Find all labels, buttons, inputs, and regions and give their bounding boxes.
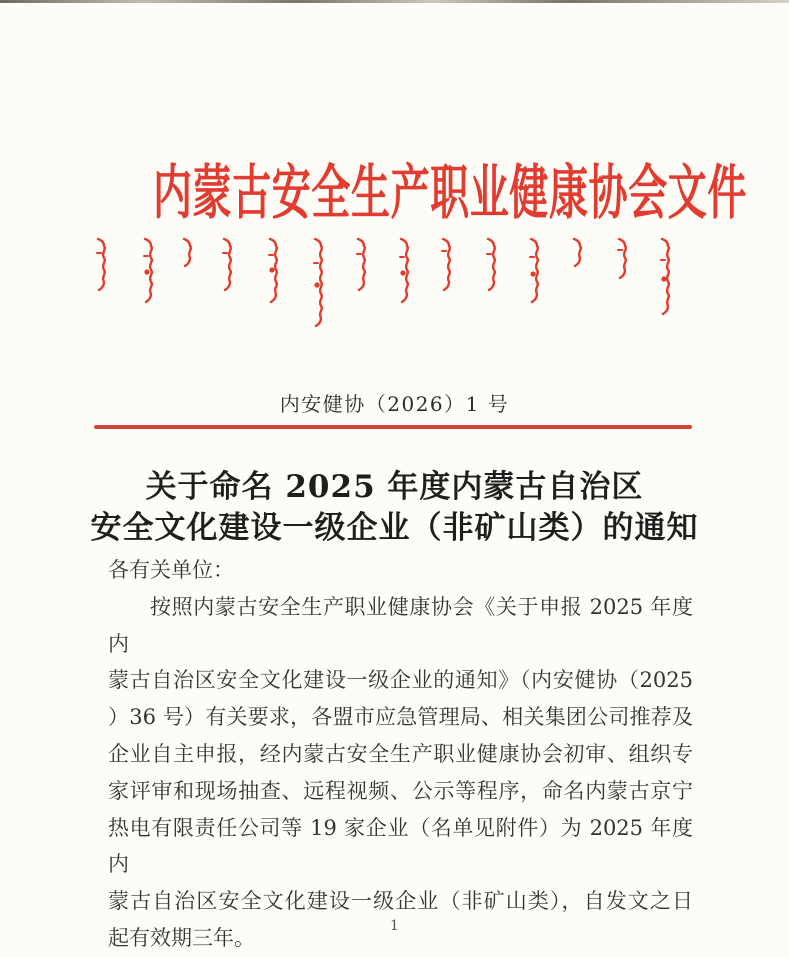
document-title-line1: 关于命名 2025 年度内蒙古自治区 bbox=[145, 469, 644, 505]
body-line: 蒙古自治区安全文化建设一级企业（非矿山类），自发文之日 bbox=[108, 889, 693, 914]
document-number: 内安健协（2026）1 号 bbox=[279, 392, 510, 416]
red-divider-rule bbox=[94, 425, 692, 429]
body-line: 企业自主申报，经内蒙古安全生产职业健康协会初审、组织专 bbox=[108, 741, 693, 766]
body-line: ）36 号）有关要求，各盟市应急管理局、相关集团公司推荐及 bbox=[108, 705, 693, 730]
body-line: 按照内蒙古安全生产职业健康协会《关于申报 2025 年度内 bbox=[108, 594, 693, 656]
body-line: 起有效期三年。 bbox=[108, 925, 255, 950]
scan-artifact-top-edge bbox=[0, 0, 789, 3]
salutation: 各有关单位： bbox=[108, 558, 234, 582]
org-title-red-header: 内蒙古安全生产职业健康协会文件 bbox=[153, 158, 748, 227]
document-masthead bbox=[0, 158, 789, 227]
body-line: 蒙古自治区安全文化建设一级企业的通知》（内安健协（2025 bbox=[108, 668, 693, 693]
body-line: 热电有限责任公司等 19 家企业（名单见附件）为 2025 年度内 bbox=[108, 815, 693, 877]
page-number: 1 bbox=[390, 918, 399, 934]
mongolian-script-row bbox=[0, 237, 789, 337]
document-title-line2: 安全文化建设一级企业（非矿山类）的通知 bbox=[90, 510, 699, 546]
body-line: 家评审和现场抽查、远程视频、公示等程序，命名内蒙古京宁 bbox=[108, 778, 693, 803]
document-title bbox=[0, 467, 789, 549]
document-body bbox=[108, 552, 693, 957]
